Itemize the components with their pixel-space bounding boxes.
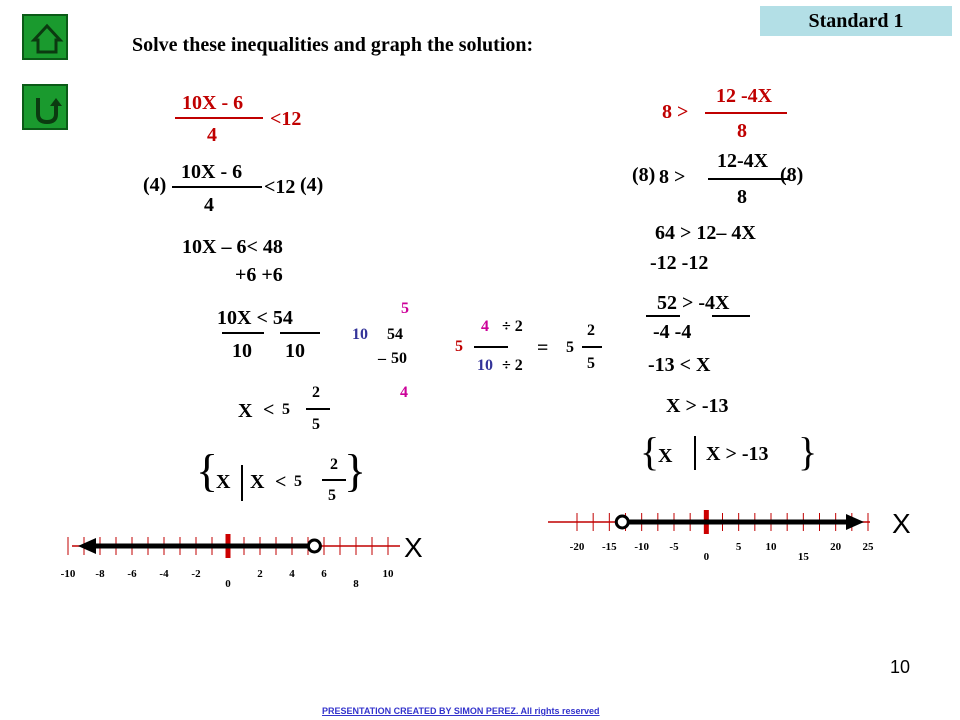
reduce-num: 4 — [481, 318, 489, 335]
right-set-x: X — [658, 445, 673, 467]
reduce-den: 10 — [477, 357, 493, 374]
division-quotient: 5 — [401, 300, 409, 317]
home-icon — [24, 16, 70, 62]
right-p1-lhs: 8 > — [662, 101, 689, 123]
right-s5-bar2 — [712, 315, 750, 317]
left-s2-lmul: (4) — [143, 174, 167, 196]
right-nl-tick-label: 5 — [735, 541, 742, 553]
right-set-brace-close: } — [798, 429, 818, 474]
left-set-x: X — [216, 471, 231, 493]
right-s2-lmul: (8) — [632, 164, 656, 186]
right-nl-tick-label: -5 — [669, 541, 679, 553]
right-s7: -13 < X — [648, 354, 711, 376]
right-set-brace-open: { — [640, 429, 660, 474]
left-p1-fraction-bar — [175, 117, 263, 119]
left-nl-tick-label: -2 — [191, 568, 201, 580]
left-ans-bar — [306, 408, 330, 410]
left-p1-denominator: 4 — [207, 124, 217, 146]
home-button[interactable] — [22, 14, 68, 60]
left-p1-numerator: 10X - 6 — [182, 92, 244, 114]
left-nl-tick-label: -6 — [127, 568, 137, 580]
result-den: 5 — [587, 355, 595, 372]
right-nl-tick-label: -10 — [634, 541, 650, 553]
right-nl-tick-label: 15 — [797, 551, 809, 563]
right-nl-zero-mark — [704, 510, 709, 534]
left-s2-rmul: (4) — [300, 174, 324, 196]
right-s4: -12 -12 — [650, 252, 709, 274]
left-nl-tick-label: 2 — [257, 568, 263, 580]
left-s2-fraction-bar — [172, 186, 262, 188]
right-nl-tick-label: -20 — [569, 541, 585, 553]
left-set-whole: 5 — [294, 473, 302, 490]
left-set-den: 5 — [328, 487, 336, 504]
left-ans-num: 2 — [312, 384, 320, 401]
left-nl-tick-label: 10 — [382, 568, 394, 580]
left-ans-den: 5 — [312, 416, 320, 433]
standard-badge: Standard 1 — [760, 6, 952, 36]
right-nl-tick-label: 25 — [862, 541, 874, 553]
left-nl-tick-label: 4 — [289, 568, 295, 580]
page-number: 10 — [890, 657, 911, 677]
left-s5-bar2 — [280, 332, 320, 334]
right-s5: 52 > -4X — [657, 292, 730, 314]
left-set-x2: X — [250, 471, 265, 493]
right-p1-numerator: 12 -4X — [716, 85, 773, 107]
right-nl-tick-label: 10 — [765, 541, 777, 553]
right-s2-denominator: 8 — [737, 186, 747, 208]
result-whole: 5 — [566, 339, 574, 356]
left-s2-rhs: <12 — [264, 176, 296, 198]
reduce-op2: ÷ 2 — [502, 357, 523, 374]
reduce-whole: 5 — [455, 338, 463, 355]
left-nl-tick-label: -8 — [95, 568, 105, 580]
left-s5-den1: 10 — [232, 340, 252, 362]
right-p1-fraction-bar — [705, 112, 787, 114]
left-nl-tick-label: -10 — [60, 568, 76, 580]
right-set-divider — [694, 436, 696, 470]
page-title: Solve these inequalities and graph the solution: — [132, 34, 534, 56]
division-divisor: 10 — [352, 326, 368, 343]
left-ans-lt: < — [263, 399, 275, 421]
left-nl-tick-label: 8 — [353, 578, 359, 590]
division-dividend: 54 — [387, 326, 403, 343]
left-s5-lhs: 10X < 54 — [217, 307, 293, 329]
left-set-num: 2 — [330, 456, 338, 473]
left-s3: 10X – 6< 48 — [182, 236, 283, 258]
footer-link[interactable]: PRESENTATION CREATED BY SIMON PEREZ. All rights reserved — [322, 706, 600, 716]
reduce-equals: = — [537, 337, 549, 359]
right-s2-fraction-bar — [708, 178, 788, 180]
right-s3: 64 > 12– 4X — [655, 222, 756, 244]
left-s5-den2: 10 — [285, 340, 305, 362]
left-nl-tick-label: 0 — [225, 578, 231, 590]
left-nl-tick-label: 6 — [321, 568, 327, 580]
right-s2-lhs: 8 > — [659, 166, 686, 188]
division-remainder: 4 — [400, 384, 408, 401]
result-bar — [582, 346, 602, 348]
division-minus: – — [378, 350, 386, 367]
left-nl-zero-mark — [226, 534, 231, 558]
left-set-brace-open: { — [196, 445, 219, 496]
left-nl-tick-label: -4 — [159, 568, 169, 580]
left-s5-bar1 — [222, 332, 264, 334]
right-s5-bar1 — [646, 315, 680, 317]
left-set-divider — [241, 465, 243, 501]
right-s6: -4 -4 — [653, 321, 692, 343]
right-s8: X > -13 — [666, 395, 729, 417]
right-s2-rmul: (8) — [780, 164, 804, 186]
left-set-brace-close: } — [344, 445, 367, 496]
right-nl-tick-label: 0 — [703, 551, 710, 563]
right-nl-tick-label: 20 — [830, 541, 842, 553]
reduce-op1: ÷ 2 — [502, 318, 523, 335]
division-subtrahend: 50 — [391, 350, 407, 367]
left-ans-x: X — [238, 400, 253, 422]
left-nl-arrowhead — [78, 538, 96, 554]
right-p1-denominator: 8 — [737, 120, 747, 142]
left-set-lt: < — [275, 471, 287, 493]
right-s2-numerator: 12-4X — [717, 150, 769, 172]
undo-icon — [24, 86, 70, 132]
left-nl-open-circle — [308, 540, 320, 552]
left-s2-numerator: 10X - 6 — [181, 161, 243, 183]
left-s4: +6 +6 — [235, 264, 283, 286]
left-s2-denominator: 4 — [204, 194, 214, 216]
right-set-cond: X > -13 — [706, 443, 769, 465]
left-set-bar — [322, 479, 346, 481]
reduce-bar — [474, 346, 508, 348]
left-p1-rhs: <12 — [270, 108, 302, 130]
right-number-line-label: X — [892, 508, 911, 539]
left-number-line-label: X — [404, 532, 423, 563]
back-button[interactable] — [22, 84, 68, 130]
right-nl-tick-label: -15 — [601, 541, 617, 553]
right-nl-open-circle — [616, 516, 628, 528]
right-nl-arrowhead — [846, 514, 864, 530]
left-ans-whole: 5 — [282, 401, 290, 418]
result-num: 2 — [587, 322, 595, 339]
